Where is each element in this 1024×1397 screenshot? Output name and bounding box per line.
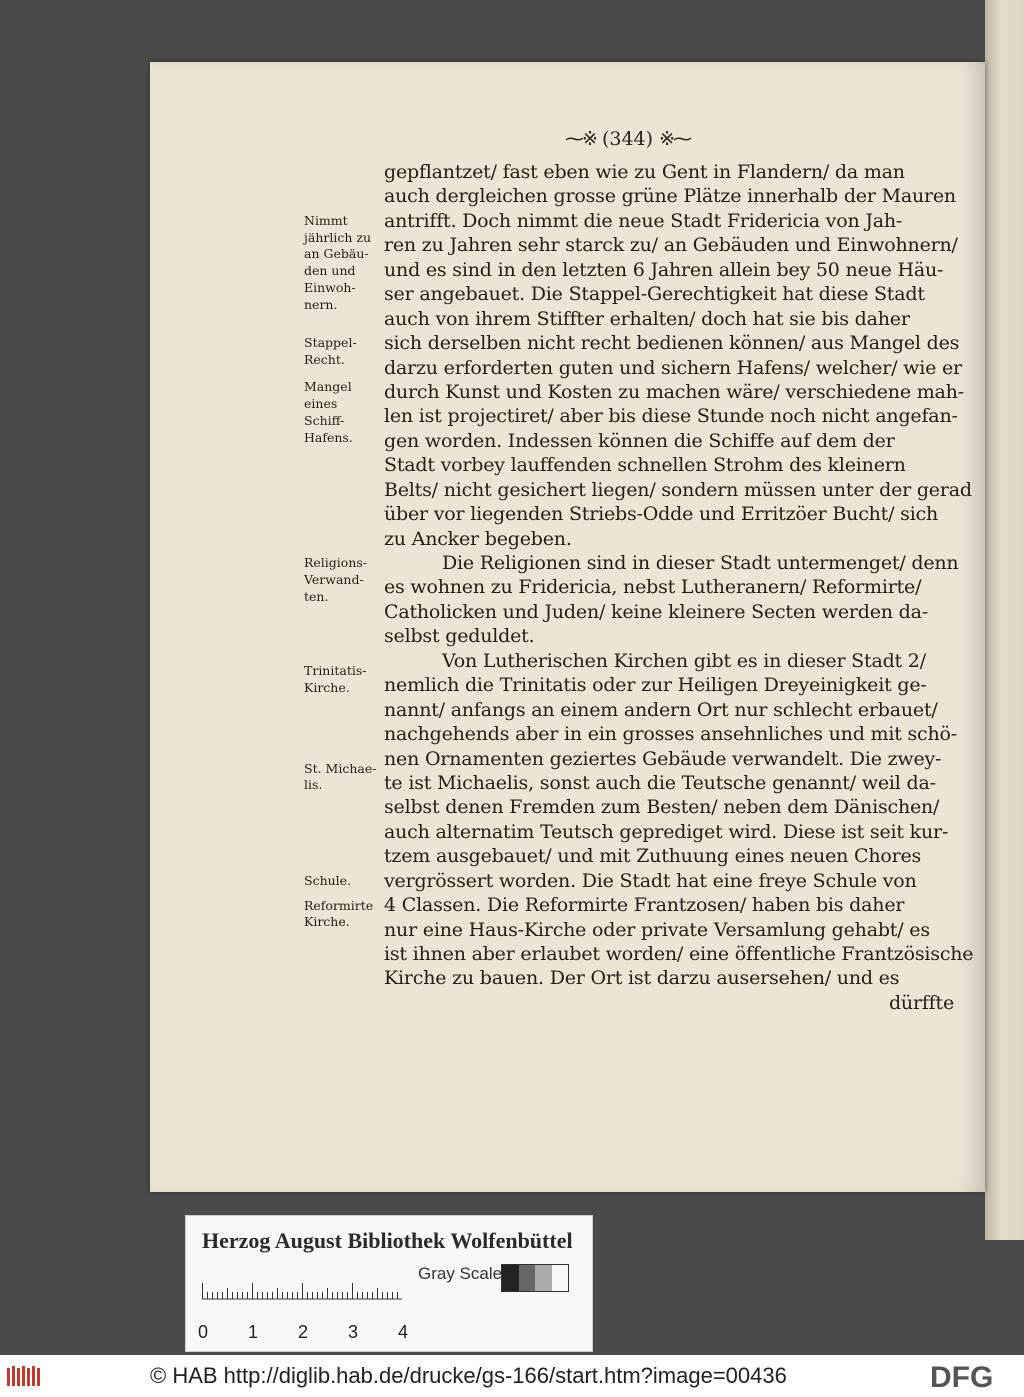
ruler-number: 2 [298,1322,309,1342]
text-line: auch alternatim Teutsch geprediget wird. Diese ist seit kur- [384,820,949,843]
library-color-card [185,1215,593,1352]
margin-note-line: Nimmt [304,212,348,228]
margin-note-line: Schiff- [304,412,345,428]
dfg-logo [930,1361,1018,1391]
text-line: vergrössert worden. Die Stadt hat eine freye Schule von [384,869,917,892]
margin-note-line: an Gebäu- [304,246,369,262]
library-name: Herzog August Bibliothek Wolfenbüttel [202,1228,573,1253]
margin-note-line: Verwand- [304,571,364,587]
text-line: Von Lutherischen Kirchen gibt es in dieser Stadt 2/ [442,649,926,672]
text-line: über vor liegenden Striebs-Odde und Erritzöer Bucht/ sich [384,503,939,526]
text-line: antrifft. Doch nimmt die neue Stadt Fridericia von Jah- [384,209,903,232]
text-line: nemlich die Trinitatis oder zur Heiligen Dreyeinigkeit ge- [384,674,927,697]
text-line: ist ihnen aber erlaubet worden/ eine öffentliche Frantzösische [384,943,974,965]
margin-note-line: Stappel- [304,335,357,351]
text-line: ren zu Jahren sehr starck zu/ an Gebäuden und Einwohnern/ [384,234,958,257]
margin-note-line: Hafens. [304,429,353,445]
margin-note [304,555,367,605]
svg-text:DFG: DFG [930,1361,994,1391]
page-number: (344) [601,128,654,150]
text-line: nachgehends aber in ein grosses ansehnliches und mit schö- [384,723,957,746]
body-text [384,160,974,1015]
page-header [565,128,745,150]
margin-note [304,213,371,314]
margin-note-line: Kirche. [304,679,350,695]
ruler-number: 3 [348,1322,359,1342]
text-line: auch von ihrem Stiffter erhalten/ doch hat sie bis daher [384,307,910,330]
text-line: 4 Classen. Die Reformirte Frantzosen/ haben bis daher [384,894,905,917]
margin-note [304,335,357,369]
text-line: Belts/ nicht gesichert liegen/ sondern müssen unter der gerad [384,478,972,501]
swatch-white [552,1265,569,1291]
text-line: nannt/ anfangs an einem andern Ort nur schlecht erbauet/ [384,698,938,721]
adjacent-page-edge [985,0,1024,1240]
text-line: Stadt vorbey lauffenden schnellen Strohm des kleinern [384,454,906,477]
gray-scale-swatches [501,1264,569,1292]
margin-note-line: Einwoh- [304,280,356,296]
text-line: sich derselben nicht recht bedienen können/ aus Mangel des [384,332,960,355]
text-line: nur eine Haus-Kirche oder private Versamlung gehabt/ es [384,918,930,941]
margin-note-line: St. Michae- [304,760,377,776]
margin-note [304,663,367,697]
text-line: darzu erforderten guten und sichern Hafens/ welcher/ wie er [384,356,962,379]
margin-note-line: Recht. [304,351,345,367]
margin-note [304,761,376,795]
swatch-light [535,1265,552,1291]
ruler-number: 1 [248,1322,259,1342]
ruler-number: 4 [398,1322,409,1342]
margin-note [304,873,351,890]
text-line: gepflantzet/ fast eben wie zu Gent in Flandern/ da man [384,161,905,183]
text-line: selbst geduldet. [384,625,535,648]
text-line: len ist projectiret/ aber bis diese Stunde noch nicht angefan- [384,405,958,428]
margin-note-line: ten. [304,588,329,604]
text-line: es wohnen zu Fridericia, nebst Lutheranern/ Reformirte/ [384,576,922,599]
text-line: und es sind in den letzten 6 Jahren allein bey 50 neue Häu- [384,258,944,281]
margin-note [304,379,353,446]
text-line: te ist Michaelis, sonst auch die Teutsche genannt/ weil da- [384,771,936,794]
margin-note-line: nern. [304,296,338,312]
text-line: durch Kunst und Kosten zu machen wäre/ verschiedene mah- [384,380,964,403]
margin-note-line: lis. [304,777,323,793]
text-line: Catholicken und Juden/ keine kleinere Secten werden da- [384,600,928,623]
text-line: nen Ornamenten geziertes Gebäude verwandelt. Die zwey- [384,747,942,770]
text-line: ser angebauet. Die Stappel-Gerechtigkeit hat diese Stadt [384,283,925,306]
header-ornament-left: ⁓※ [565,128,596,150]
text-line: Die Religionen sind in dieser Stadt untermenget/ denn [442,552,959,574]
text-line: gen worden. Indessen können die Schiffe auf dem der [384,429,895,452]
margin-note-line: Religions- [304,555,368,571]
footer-copyright-link[interactable]: © HAB http://diglib.hab.de/drucke/gs-166/start.htm?image=00436 [150,1363,787,1388]
margin-note-line: Mangel [304,379,352,395]
ruler-scale [202,1264,402,1300]
text-line: Kirche zu bauen. Der Ort ist darzu ausersehen/ und es [384,967,900,990]
swatch-black [502,1265,519,1291]
margin-note-line: eines [304,395,338,411]
margin-note-line: Schule. [304,873,352,889]
footer-bar [0,1355,1024,1397]
margin-note-line: jährlich zu [304,229,372,245]
margin-note-line: Trinitatis- [304,662,367,678]
margin-note-line: den und [304,263,356,279]
ruler-number: 0 [198,1322,209,1342]
catchword: dürffte [888,991,954,1014]
margin-note-line: Reformirte [304,897,374,913]
header-ornament-right: ※⁓ [659,128,691,150]
text-line: selbst denen Fremden zum Besten/ neben dem Dänischen/ [384,796,940,819]
swatch-dark [519,1265,536,1291]
margin-note-line: Kirche. [304,914,350,930]
text-line: tzem ausgebauet/ und mit Zuthuung eines neuen Chores [384,845,922,868]
gray-scale-label: Gray Scale [418,1264,503,1283]
margin-note [304,898,373,932]
hab-logo-icon [6,1364,46,1388]
text-line: zu Ancker begeben. [384,527,572,550]
text-line: auch dergleichen grosse grüne Plätze innerhalb der Mauren [384,185,956,208]
